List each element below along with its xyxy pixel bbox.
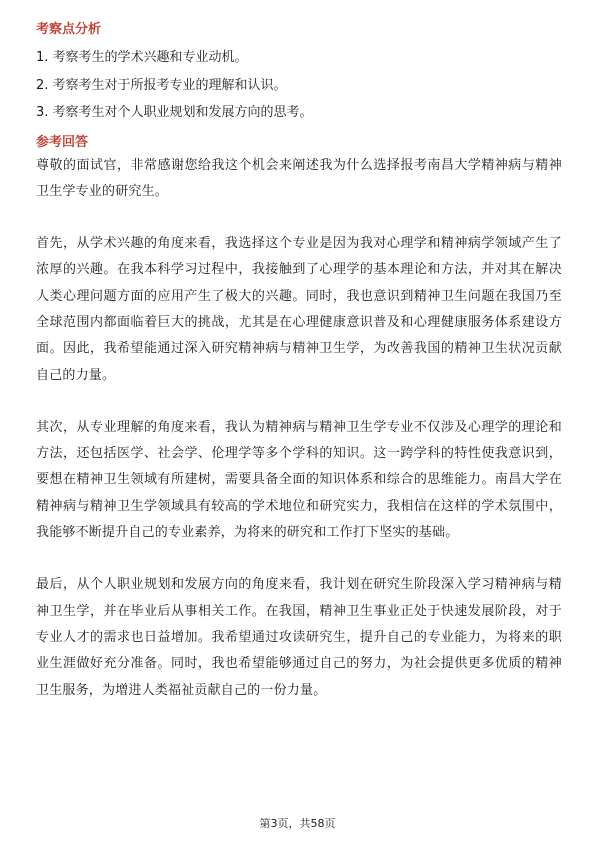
analysis-heading: 考察点分析 [36, 22, 102, 37]
answer-paragraph-3: 最后，从个人职业规划和发展方向的角度来看，我计划在研究生阶段深入学习精神病与精神卫生学，并在毕业后从事相关工作。在我国，精神卫生事业正处于快速发展阶段，对于专业人才的需求也日益增加。我希望通过攻读研究生，提升自己的专业能力，为将来的职业生涯做好充分准备。同时，我也希望能够通过自己的努力，为社会提供更多优质的精神卫生服务，为增进人类福祉贡献自己的一份力量。 [36, 577, 562, 698]
analysis-item-1: 1. 考察考生的学术兴趣和专业动机。 [36, 50, 248, 65]
answer-paragraph-2: 其次，从专业理解的角度来看，我认为精神病与精神卫生学专业不仅涉及心理学的理论和方法，还包括医学、社会学、伦理学等多个学科的知识。这一跨学科的特性使我意识到，要想在精神卫生领域有所建树，需要具备全面的知识体系和综合的思维能力。南昌大学在精神病与精神卫生学领域具有较高的学术地位和研究实力，我相信在这样的学术氛围中，我能够不断提升自己的专业素养，为将来的研究和工作打下坚实的基础。 [36, 419, 562, 541]
analysis-item-3: 3. 考察考生对个人职业规划和发展方向的思考。 [36, 105, 313, 120]
answer-heading: 参考回答 [36, 134, 89, 150]
analysis-list [36, 44, 562, 127]
answer-paragraph-1: 首先，从学术兴趣的角度来看，我选择这个专业是因为我对心理学和精神病学领域产生了浓厚的兴趣。在我本科学习过程中，我接触到了心理学的基本理论和方法，并对其在解决人类心理问题方面的应用产生了极大的兴趣。同时，我也意识到精神卫生问题在我国乃至全球范围内都面临着巨大的挑战，尤其是在心理健康意识普及和心理健康服务体系建设方面。因此，我希望能通过深入研究精神病与精神卫生学，为改善我国的精神卫生状况贡献自己的力量。 [36, 236, 562, 383]
analysis-item-2: 2. 考察考生对于所报考专业的理解和认识。 [36, 77, 287, 93]
page-number: 第3页，共58页 [259, 817, 336, 830]
document-page [36, 20, 562, 704]
answer-intro: 尊敬的面试官，非常感谢您给我这个机会来阐述我为什么选择报考南昌大学精神病与精神卫生学专业的研究生。 [36, 157, 562, 199]
